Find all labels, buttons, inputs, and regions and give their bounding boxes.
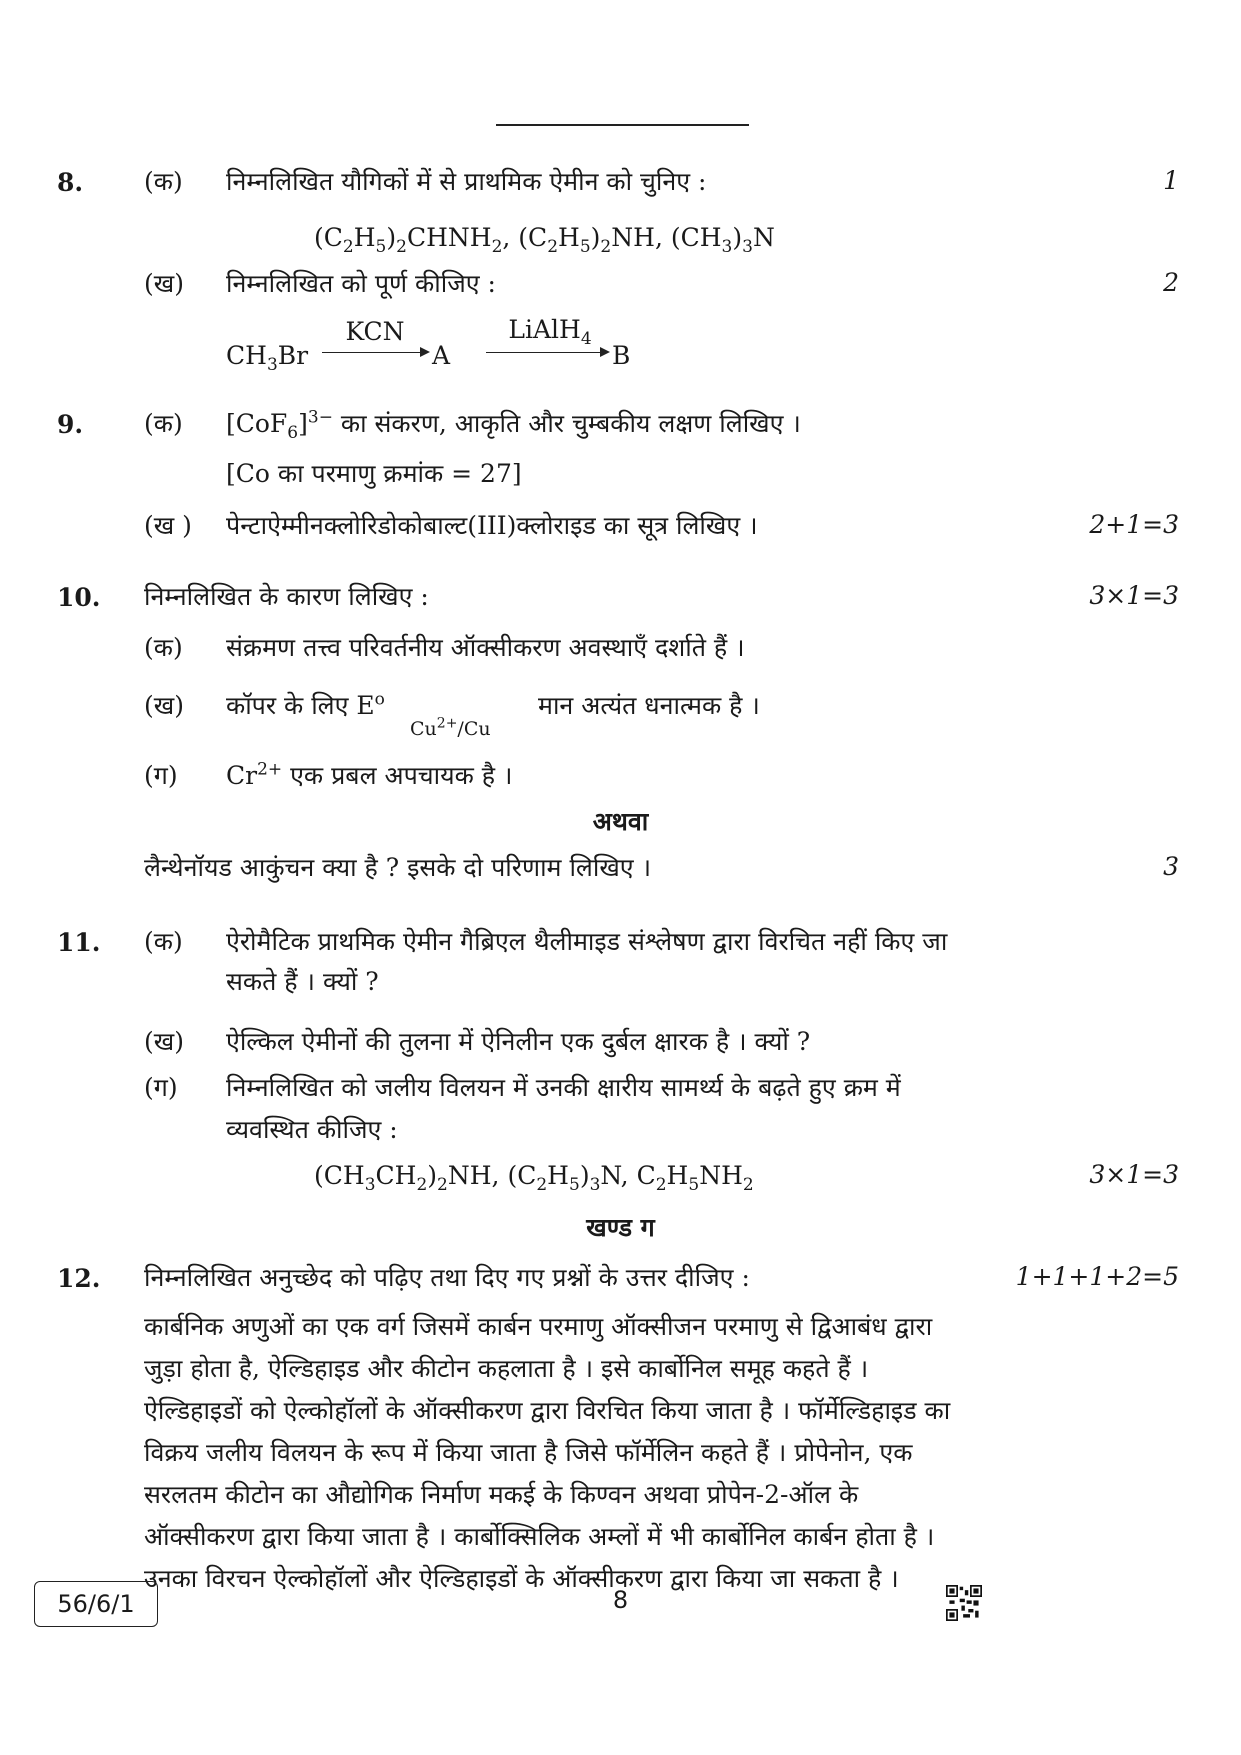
question-text: $Cr^{2+}$ एक प्रबल अपचायक है ।	[226, 759, 513, 790]
question-text: लैन्थेनॉयड आकुंचन क्या है ? इसके दो परिणाम लिखिए ।	[144, 853, 652, 882]
subpart-label: (ख )	[144, 511, 192, 540]
question-text: पेन्टाऐम्मीनक्लोरिडोकोबाल्ट(III)क्लोराइड का सूत्र लिखिए ।	[226, 511, 758, 540]
question-number: 8.	[57, 168, 84, 197]
page-number: 8	[612, 1586, 629, 1614]
section-heading: खण्ड ग	[586, 1213, 655, 1242]
question-number: 11.	[57, 928, 101, 957]
question-text-post: मान अत्यंत धनात्मक है ।	[538, 691, 760, 720]
reaction-arrow	[322, 352, 428, 353]
subpart-label: (ख)	[144, 1027, 184, 1056]
subpart-label: (क)	[144, 409, 183, 438]
question-text: व्यवस्थित कीजिए :	[226, 1115, 398, 1144]
question-text: निम्नलिखित को पूर्ण कीजिए :	[226, 269, 496, 298]
intermediate-a: A	[432, 341, 451, 370]
or-separator: अथवा	[592, 807, 649, 836]
passage-line: उनका विरचन ऐल्कोहॉलों और ऐल्डिहाइडों के ऑक्सीकरण द्वारा किया जा सकता है ।	[144, 1564, 899, 1593]
passage	[144, 1306, 1158, 1600]
subpart-label: (ग)	[144, 761, 178, 790]
reagent-kcn: KCN	[345, 317, 405, 346]
product-b: B	[612, 341, 631, 370]
subpart-label: (क)	[144, 927, 183, 956]
compound-list: $(CH_3CH_2)_2NH$, $(C_2H_5)_3N$, $C_2H_5NH_2$	[314, 1161, 754, 1195]
question-text: निम्नलिखित अनुच्छेद को पढ़िए तथा दिए गए प्रश्नों के उत्तर दीजिए :	[144, 1263, 750, 1292]
marks: 2	[1163, 268, 1179, 297]
marks: 3×1=3	[1089, 1160, 1179, 1189]
question-text: निम्नलिखित के कारण लिखिए :	[144, 582, 429, 611]
subpart-label: (ग)	[144, 1073, 178, 1102]
question-text: ऐरोमैटिक प्राथमिक ऐमीन गैब्रिएल थैलीमाइड संश्लेषण द्वारा विरचित नहीं किए जा	[226, 927, 948, 956]
question-text: निम्नलिखित को जलीय विलयन में उनकी क्षारीय सामर्थ्य के बढ़ते हुए क्रम में	[226, 1073, 901, 1102]
question-text-pre: कॉपर के लिए $E^o$	[226, 689, 385, 720]
reagent-lialh4: LiAlH$_4$	[508, 315, 592, 349]
passage-line: सरलतम कीटोन का औद्योगिक निर्माण मकई के किण्वन अथवा प्रोपेन-2-ऑल के	[144, 1480, 859, 1509]
marks: 1+1+1+2=5	[1015, 1262, 1179, 1291]
electrode-subscript: $Cu^{2+}/Cu$	[410, 715, 491, 740]
subpart-label: (ख)	[144, 269, 184, 298]
question-text: ऐल्किल ऐमीनों की तुलना में ऐनिलीन एक दुर्बल क्षारक है । क्यों ?	[226, 1027, 811, 1056]
question-text: निम्नलिखित यौगिकों में से प्राथमिक ऐमीन को चुनिए :	[226, 167, 707, 196]
marks: 1	[1163, 166, 1179, 195]
compound-list: $(C_2H_5)_2CHNH_2$, $(C_2H_5)_2NH$, $(CH_3)_3N$	[314, 223, 775, 257]
subpart-label: (क)	[144, 167, 183, 196]
marks: 3×1=3	[1089, 581, 1179, 610]
top-rule	[496, 124, 749, 126]
passage-line: ऑक्सीकरण द्वारा किया जाता है । कार्बोक्सिलिक अम्लों में भी कार्बोनिल कार्बन होता है ।	[144, 1522, 935, 1551]
marks: 3	[1163, 852, 1179, 881]
question-number: 10.	[57, 583, 101, 612]
passage-line: ऐल्डिहाइडों को ऐल्कोहॉलों के ऑक्सीकरण द्वारा विरचित किया जाता है । फॉर्मेल्डिहाइड का	[144, 1396, 951, 1425]
reactant: $CH_3Br$	[226, 341, 309, 375]
passage-line: जुड़ा होता है, ऐल्डिहाइड और कीटोन कहलाता है । इसे कार्बोनिल समूह कहते हैं ।	[144, 1354, 869, 1383]
reaction-arrow	[486, 352, 608, 353]
question-text: सकते हैं । क्यों ?	[226, 967, 379, 996]
subpart-label: (ख)	[144, 691, 184, 720]
paper-code: 56/6/1	[34, 1581, 158, 1627]
note: [Co का परमाणु क्रमांक = 27]	[226, 459, 522, 488]
marks: 2+1=3	[1089, 510, 1179, 539]
question-text: संक्रमण तत्त्व परिवर्तनीय ऑक्सीकरण अवस्थाएँ दर्शाते हैं ।	[226, 633, 745, 662]
passage-line: विक्रय जलीय विलयन के रूप में किया जाता है जिसे फॉर्मेलिन कहते हैं । प्रोपेनोन, एक	[144, 1438, 913, 1467]
question-number: 9.	[57, 410, 84, 439]
subpart-label: (क)	[144, 633, 183, 662]
qr-code-icon	[946, 1585, 982, 1621]
reaction-scheme	[226, 315, 726, 378]
passage-line: कार्बनिक अणुओं का एक वर्ग जिसमें कार्बन परमाणु ऑक्सीजन परमाणु से द्विआबंध द्वारा	[144, 1312, 933, 1341]
question-text: $[CoF_6]^{3-}$ का संकरण, आकृति और चुम्बकीय लक्षण लिखिए ।	[226, 407, 801, 443]
question-number: 12.	[57, 1264, 101, 1293]
